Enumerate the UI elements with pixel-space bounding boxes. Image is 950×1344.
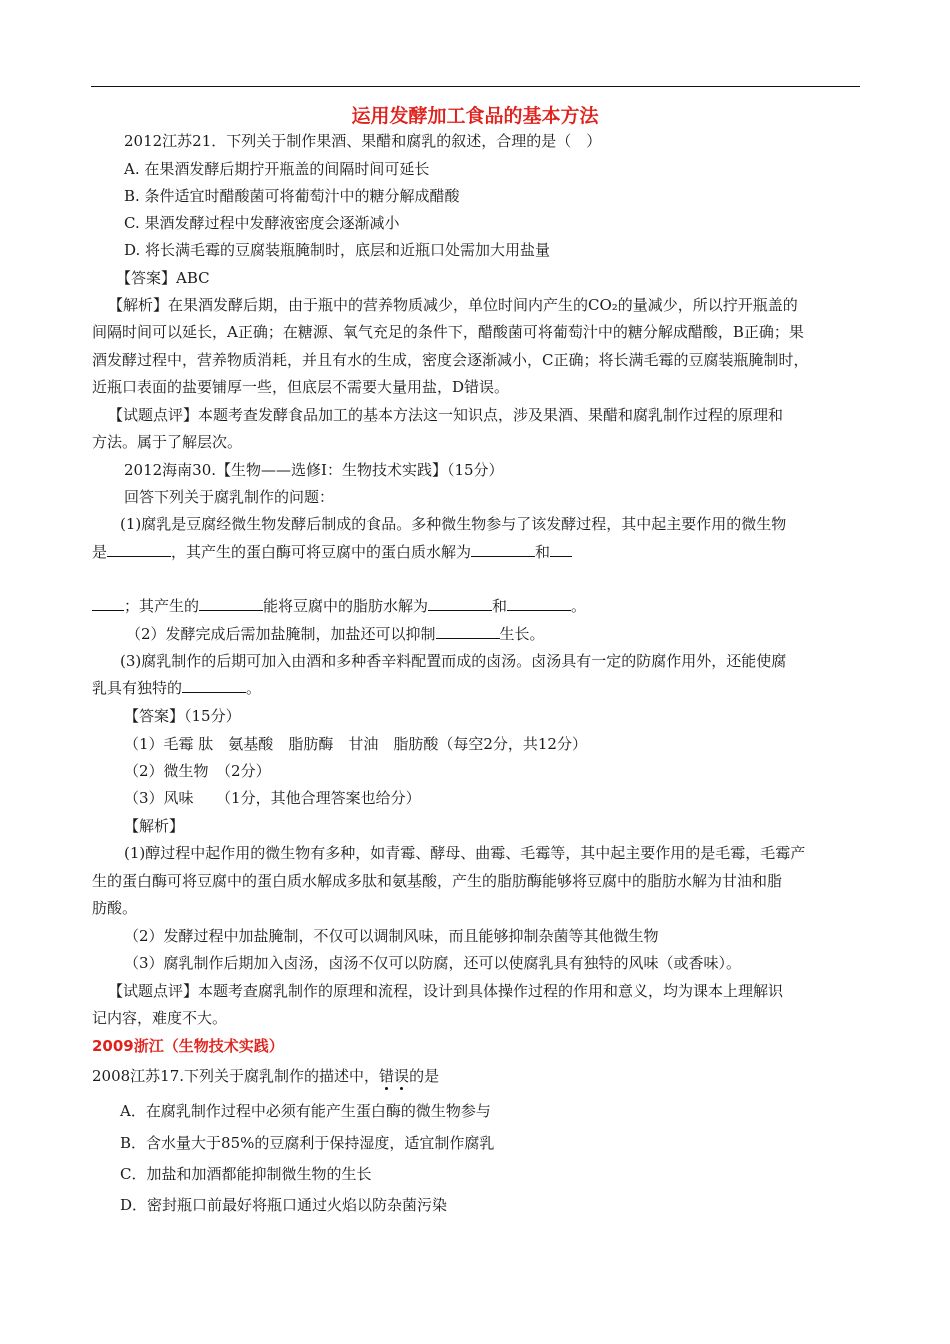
answer-blank xyxy=(428,596,492,611)
answer-blank xyxy=(550,542,572,557)
q2-text: ；其产生的 xyxy=(124,597,200,615)
q2-part2-line xyxy=(126,624,545,644)
answer-blank xyxy=(436,624,500,639)
answer-blank xyxy=(471,542,535,557)
q2-text: 能将豆腐中的脂肪水解为 xyxy=(263,597,429,615)
q1-stem: 2012江苏21．下列关于制作果酒、果醋和腐乳的叙述，合理的是（ ） xyxy=(124,132,602,150)
section-heading: 2009浙江（生物技术实践） xyxy=(92,1037,284,1055)
emphasis-char: 误 xyxy=(394,1067,410,1085)
q1-answer: 【答案】ABC xyxy=(116,269,210,287)
q2-comment-line: 记内容，难度不大。 xyxy=(92,1009,228,1027)
q2-intro: 回答下列关于腐乳制作的问题： xyxy=(124,488,335,506)
q3-option-c: C．加盐和加酒都能抑制微生物的生长 xyxy=(120,1165,372,1183)
q2-part1-line xyxy=(92,596,586,616)
q2-answer-line: （1）毛霉 肽 氨基酸 脂肪酶 甘油 脂肪酸（每空2分，共12分） xyxy=(124,735,587,753)
q1-analysis-line: 酒发酵过程中，营养物质消耗，并且有水的生成，密度会逐渐减小，C正确；将长满毛霉的豆腐装瓶腌制时， xyxy=(92,351,809,369)
q2-text: 是 xyxy=(92,543,108,561)
q1-comment-line: 方法。属于了解层次。 xyxy=(92,433,243,451)
q2-part1-line xyxy=(92,542,572,562)
q2-analysis-line: 肪酸。 xyxy=(92,899,138,917)
q1-analysis-line: 间隔时间可以延长，A正确；在糖源、氧气充足的条件下，醋酸菌可将葡萄汁中的糖分解成醋酸，B正确；果 xyxy=(92,323,804,341)
q3-stem xyxy=(92,1066,439,1086)
q2-answer: 【答案】（15分） xyxy=(124,707,241,725)
q2-analysis-line: （2）发酵过程中加盐腌制，不仅可以调制风味，而且能够抑制杂菌等其他微生物 xyxy=(124,927,659,945)
q2-text: 。 xyxy=(246,679,262,697)
q2-part1-line: (1)腐乳是豆腐经微生物发酵后制成的食品。多种微生物参与了该发酵过程，其中起主要作用的微生物 xyxy=(120,515,787,533)
answer-blank xyxy=(92,596,124,611)
q3-text: 2008江苏17.下列关于腐乳制作的描述中， xyxy=(92,1067,380,1085)
q1-option-b: B. 条件适宜时醋酸菌可将葡萄汁中的糖分解成醋酸 xyxy=(124,187,460,205)
q2-comment-line: 【试题点评】本题考查腐乳制作的原理和流程，设计到具体操作过程的作用和意义，均为课本上理解识 xyxy=(108,982,784,1000)
q3-option-a: A．在腐乳制作过程中必须有能产生蛋白酶的微生物参与 xyxy=(120,1102,491,1120)
q1-option-c: C. 果酒发酵过程中发酵液密度会逐渐减小 xyxy=(124,214,400,232)
q1-analysis-line: 【解析】在果酒发酵后期，由于瓶中的营养物质减少，单位时间内产生的CO₂的量减少，所以拧开瓶盖的 xyxy=(108,296,798,314)
answer-blank xyxy=(507,596,571,611)
emphasis-char: 错 xyxy=(379,1067,395,1085)
answer-blank xyxy=(182,678,246,693)
q1-option-d: D. 将长满毛霉的豆腐装瓶腌制时，底层和近瓶口处需加大用盐量 xyxy=(124,241,551,259)
q1-comment-line: 【试题点评】本题考查发酵食品加工的基本方法这一知识点，涉及果酒、果醋和腐乳制作过程的原理和 xyxy=(108,406,784,424)
q2-part3-line xyxy=(92,678,261,698)
q2-text: ，其产生的蛋白酶可将豆腐中的蛋白质水解为 xyxy=(171,543,472,561)
q3-text: 的是 xyxy=(409,1067,440,1085)
answer-blank xyxy=(107,542,171,557)
page-title: 运用发酵加工食品的基本方法 xyxy=(351,105,599,127)
q2-text: （2）发酵完成后需加盐腌制，加盐还可以抑制 xyxy=(126,625,436,643)
q2-stem: 2012海南30.【生物——选修Ⅰ：生物技术实践】（15分） xyxy=(124,461,504,479)
q2-part3-line: (3)腐乳制作的后期可加入由酒和多种香辛料配置而成的卤汤。卤汤具有一定的防腐作用外，还能使腐 xyxy=(120,652,787,670)
q2-analysis-title: 【解析】 xyxy=(124,817,185,835)
q2-text: 和 xyxy=(535,543,551,561)
q2-analysis-line: 生的蛋白酶可将豆腐中的蛋白质水解成多肽和氨基酸，产生的脂肪酶能够将豆腐中的脂肪水解为甘油和脂 xyxy=(92,872,783,890)
q3-option-d: D．密封瓶口前最好将瓶口通过火焰以防杂菌污染 xyxy=(120,1196,448,1214)
q1-analysis-line: 近瓶口表面的盐要铺厚一些，但底层不需要大量用盐，D错误。 xyxy=(92,378,510,396)
q2-text: 和 xyxy=(492,597,508,615)
header-rule xyxy=(91,86,860,87)
q1-option-a: A. 在果酒发酵后期拧开瓶盖的间隔时间可延长 xyxy=(124,160,430,178)
q2-text: 生长。 xyxy=(499,625,545,643)
q2-answer-line: （3）风味 （1分，其他合理答案也给分） xyxy=(124,789,421,807)
q2-answer-line: （2）微生物 （2分） xyxy=(124,762,271,780)
q2-analysis-line: （3）腐乳制作后期加入卤汤，卤汤不仅可以防腐，还可以使腐乳具有独特的风味（或香味）。 xyxy=(124,954,742,972)
answer-blank xyxy=(199,596,263,611)
q3-option-b: B．含水量大于85%的豆腐利于保持湿度，适宜制作腐乳 xyxy=(120,1134,495,1152)
q2-text: 乳具有独特的 xyxy=(92,679,183,697)
q2-analysis-line: (1)醇过程中起作用的微生物有多种，如青霉、酵母、曲霉、毛霉等，其中起主要作用的是毛霉，毛霉产 xyxy=(124,844,806,862)
q2-text: 。 xyxy=(571,597,587,615)
